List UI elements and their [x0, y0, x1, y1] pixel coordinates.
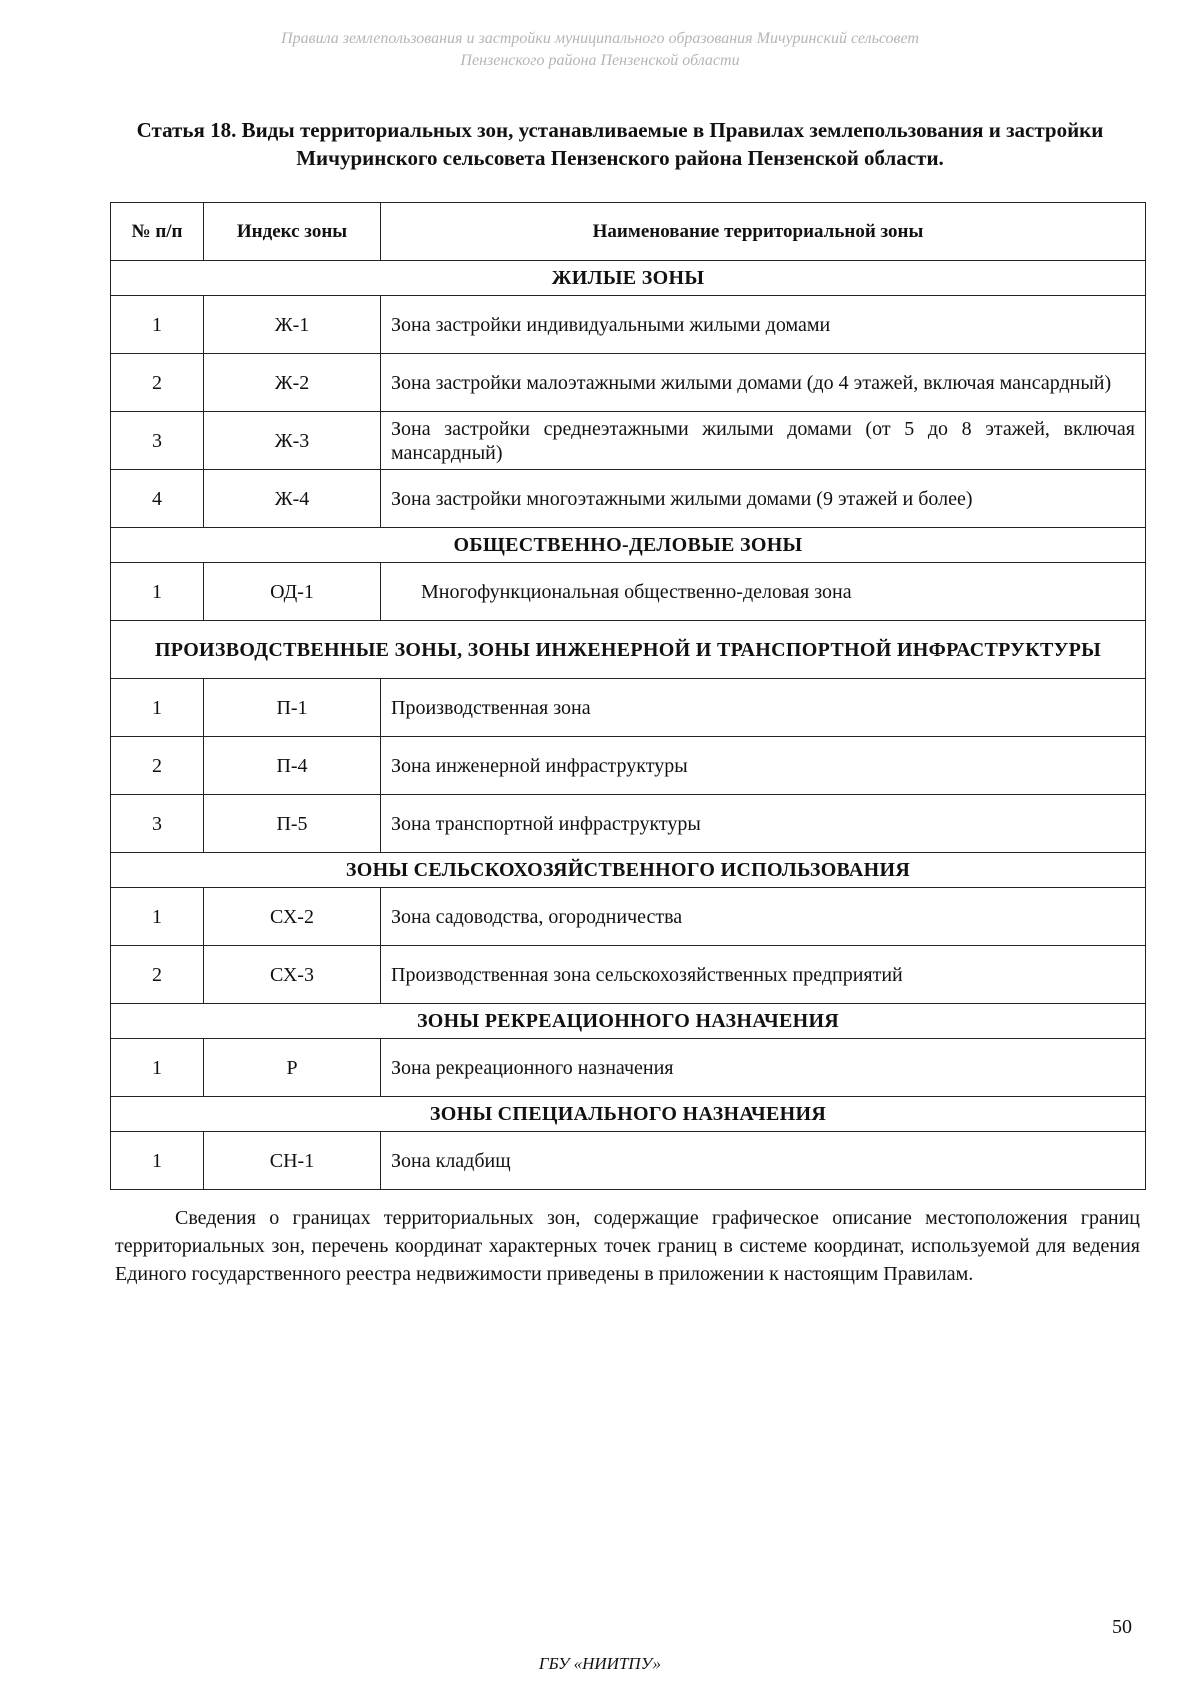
table-row	[111, 946, 1146, 1004]
table-row	[111, 296, 1146, 354]
section-row-special-purpose	[111, 1097, 1146, 1132]
zone-index: Ж-4	[204, 470, 381, 528]
zone-name: Зона застройки индивидуальными жилыми домами	[381, 296, 1146, 354]
section-row-recreational	[111, 1004, 1146, 1039]
running-footer: ГБУ «НИИТПУ»	[538, 1654, 662, 1673]
zone-name: Зона рекреационного назначения	[381, 1039, 1146, 1097]
table-row	[111, 795, 1146, 853]
page-number: 50	[1112, 1616, 1132, 1638]
zone-name: Зона садоводства, огородничества	[381, 888, 1146, 946]
table-row	[111, 888, 1146, 946]
section-row-residential	[111, 261, 1146, 296]
running-header-line-1: Правила землепользования и застройки муниципального образования Мичуринский сельсовет	[281, 30, 919, 47]
section-title: ЗОНЫ СЕЛЬСКОХОЗЯЙСТВЕННОГО ИСПОЛЬЗОВАНИЯ	[111, 853, 1146, 888]
table-row	[111, 1039, 1146, 1097]
section-title: ПРОИЗВОДСТВЕННЫЕ ЗОНЫ, ЗОНЫ ИНЖЕНЕРНОЙ И ТРАНСПОРТНОЙ ИНФРАСТРУКТУРЫ	[111, 621, 1146, 679]
row-number: 1	[111, 888, 204, 946]
table-row	[111, 737, 1146, 795]
zone-index: СН-1	[204, 1132, 381, 1190]
zone-index: Ж-1	[204, 296, 381, 354]
zone-name: Зона застройки многоэтажными жилыми домами (9 этажей и более)	[381, 470, 1146, 528]
zone-index: П-1	[204, 679, 381, 737]
zone-name: Зона застройки среднеэтажными жилыми домами (от 5 до 8 этажей, включая мансардный)	[381, 412, 1146, 470]
zone-index: СХ-2	[204, 888, 381, 946]
row-number: 2	[111, 946, 204, 1004]
row-number: 2	[111, 737, 204, 795]
row-number: 1	[111, 1132, 204, 1190]
zones-table	[110, 202, 1146, 1190]
table-row	[111, 679, 1146, 737]
section-title: ЗОНЫ СПЕЦИАЛЬНОГО НАЗНАЧЕНИЯ	[111, 1097, 1146, 1132]
row-number: 1	[111, 563, 204, 621]
table-row	[111, 1132, 1146, 1190]
boundaries-note: Сведения о границах территориальных зон, содержащие графическое описание местоположения границ территориальных зон, перечень координат характерных точек границ в системе координат, используемой для ведения Единого государственного реестра недвижимости приведены в приложении к настоящим Правилам.	[115, 1207, 1140, 1285]
table-header-row	[111, 203, 1146, 261]
zone-index: Ж-2	[204, 354, 381, 412]
zone-name: Многофункциональная общественно-деловая зона	[381, 563, 1146, 621]
section-title: ЗОНЫ РЕКРЕАЦИОННОГО НАЗНАЧЕНИЯ	[111, 1004, 1146, 1039]
column-header-number: № п/п	[111, 203, 204, 261]
zone-index: Р	[204, 1039, 381, 1097]
section-row-industrial	[111, 621, 1146, 679]
zone-index: СХ-3	[204, 946, 381, 1004]
column-header-name: Наименование территориальной зоны	[381, 203, 1146, 261]
row-number: 1	[111, 679, 204, 737]
running-header	[0, 28, 1200, 72]
article-title: Статья 18. Виды территориальных зон, устанавливаемые в Правилах землепользования и застройки Мичуринского сельсовета Пензенского района Пензенской области.	[136, 118, 1104, 170]
zone-index: П-5	[204, 795, 381, 853]
row-number: 4	[111, 470, 204, 528]
table-row	[111, 354, 1146, 412]
section-row-public-business	[111, 528, 1146, 563]
row-number: 3	[111, 795, 204, 853]
table-row	[111, 563, 1146, 621]
row-number: 2	[111, 354, 204, 412]
table-row	[111, 470, 1146, 528]
zone-index: П-4	[204, 737, 381, 795]
zone-name: Производственная зона сельскохозяйственных предприятий	[381, 946, 1146, 1004]
section-title: ЖИЛЫЕ ЗОНЫ	[111, 261, 1146, 296]
zone-index: ОД-1	[204, 563, 381, 621]
section-title: ОБЩЕСТВЕННО-ДЕЛОВЫЕ ЗОНЫ	[111, 528, 1146, 563]
row-number: 1	[111, 296, 204, 354]
running-header-line-2: Пензенского района Пензенской области	[460, 52, 740, 69]
row-number: 1	[111, 1039, 204, 1097]
section-row-agricultural	[111, 853, 1146, 888]
zone-name: Зона инженерной инфраструктуры	[381, 737, 1146, 795]
zone-index: Ж-3	[204, 412, 381, 470]
row-number: 3	[111, 412, 204, 470]
zone-name: Производственная зона	[381, 679, 1146, 737]
zone-name: Зона транспортной инфраструктуры	[381, 795, 1146, 853]
zone-name: Зона кладбищ	[381, 1132, 1146, 1190]
table-row	[111, 412, 1146, 470]
column-header-index: Индекс зоны	[204, 203, 381, 261]
zone-name: Зона застройки малоэтажными жилыми домами (до 4 этажей, включая мансардный)	[381, 354, 1146, 412]
